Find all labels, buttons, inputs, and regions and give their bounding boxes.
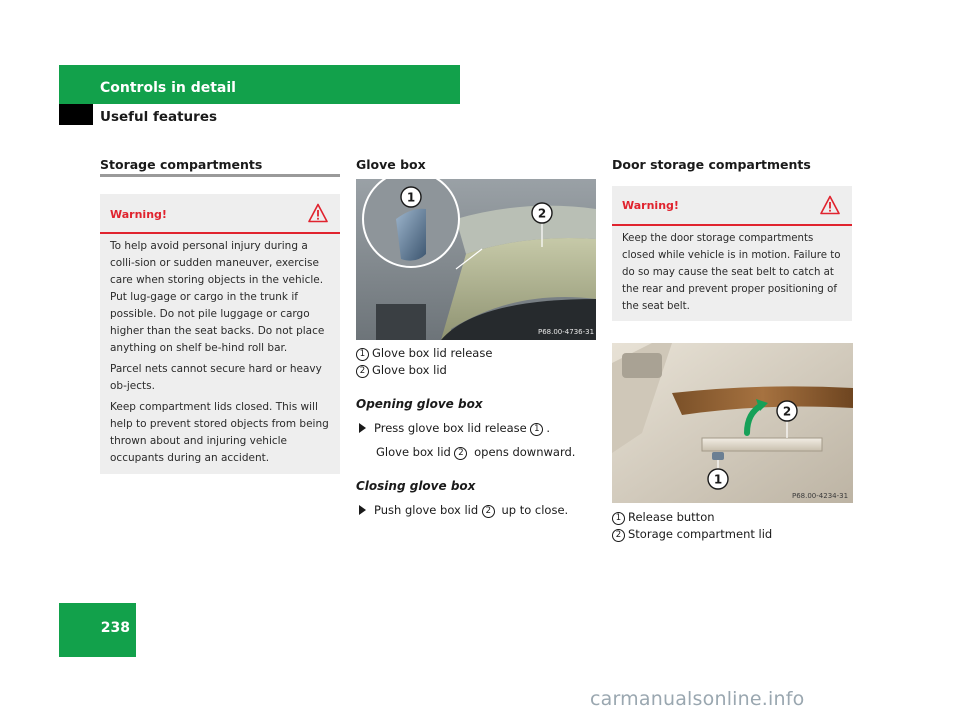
storage-compartments-heading: Storage compartments: [100, 157, 263, 172]
caption-text: Glove box lid release: [372, 346, 493, 360]
caption-text: Release button: [628, 510, 715, 524]
glove-box-heading: Glove box: [356, 157, 426, 172]
callout-label: 1: [406, 190, 416, 205]
caption-item: [356, 345, 492, 362]
warning-paragraph: Parcel nets cannot secure hard or heavy ob-jects.: [110, 363, 322, 392]
caption-text: Storage compartment lid: [628, 527, 773, 541]
warning-triangle-icon: [820, 195, 840, 215]
opening-glove-box-heading: Opening glove box: [356, 397, 483, 411]
warning-paragraph: Keep the door storage compartments closed while vehicle is in motion. Failure to do so may cause the seat belt to catch at the rear and prevent proper positioning of the seat belt.: [622, 233, 841, 312]
callout-label: 2: [537, 206, 547, 221]
door-storage-illustration: [612, 343, 853, 503]
step-text: Press glove box lid release: [374, 421, 531, 435]
step-text: .: [546, 421, 551, 435]
caption-item: [356, 362, 492, 379]
bullet-arrow-icon: [359, 505, 366, 515]
door-storage-captions: [612, 509, 772, 543]
callout-label: 1: [713, 472, 723, 487]
opening-result: [376, 445, 575, 460]
callout-label: 2: [782, 404, 792, 419]
caption-number: 2: [482, 505, 495, 518]
warning-body: [100, 234, 340, 479]
glove-box-photo: [356, 179, 596, 340]
warning-paragraph: To help avoid personal injury during a colli-sion or sudden maneuver, exercise care when storing objects in the vehicle. Put lug-gage or cargo in the trunk if possible. Do not pile luggage or cargo higher than the seat backs. Do not place anything on shelf be-hind roll bar.: [110, 240, 325, 354]
warning-title: Warning!: [110, 208, 167, 221]
caption-number: 2: [356, 365, 369, 378]
caption-number: 1: [356, 348, 369, 361]
page-number-box: [59, 603, 136, 657]
glove-box-illustration: [356, 179, 596, 340]
closing-step: [359, 503, 568, 518]
header-marker: [59, 104, 93, 125]
warning-panel-storage: [100, 194, 340, 474]
caption-number: 1: [612, 512, 625, 525]
bullet-arrow-icon: [359, 423, 366, 433]
caption-text: Glove box lid: [372, 363, 447, 377]
watermark: carmanualsonline.info: [590, 688, 805, 710]
warning-panel-door: [612, 186, 852, 321]
caption-item: [612, 509, 772, 526]
section-title: Useful features: [100, 109, 218, 125]
page-number: 238: [100, 620, 130, 636]
glove-box-captions: [356, 345, 492, 379]
warning-paragraph: Keep compartment lids closed. This will help to prevent stored objects from being thrown about and injuring vehicle occupants during an accident.: [110, 401, 329, 464]
warning-header: [100, 194, 340, 234]
caption-number: 1: [530, 423, 543, 436]
chapter-title: Controls in detail: [100, 80, 236, 96]
image-code: P68.00-4234-31: [792, 492, 849, 500]
closing-glove-box-heading: Closing glove box: [356, 479, 476, 493]
caption-number: 2: [454, 447, 467, 460]
step-text: Push glove box lid: [374, 503, 482, 517]
warning-title: Warning!: [622, 199, 679, 212]
opening-step: [359, 421, 550, 436]
warning-header: [612, 186, 852, 226]
warning-triangle-icon: [308, 203, 328, 223]
door-storage-heading: Door storage compartments: [612, 157, 811, 172]
step-text: up to close.: [497, 503, 569, 517]
caption-number: 2: [612, 529, 625, 542]
result-text: opens downward.: [470, 445, 576, 459]
caption-item: [612, 526, 772, 543]
image-code: P68.00-4736-31: [538, 328, 595, 336]
door-storage-photo: [612, 343, 853, 503]
result-text: Glove box lid: [376, 445, 455, 459]
warning-body: [612, 226, 852, 327]
heading-rule: [100, 174, 340, 177]
